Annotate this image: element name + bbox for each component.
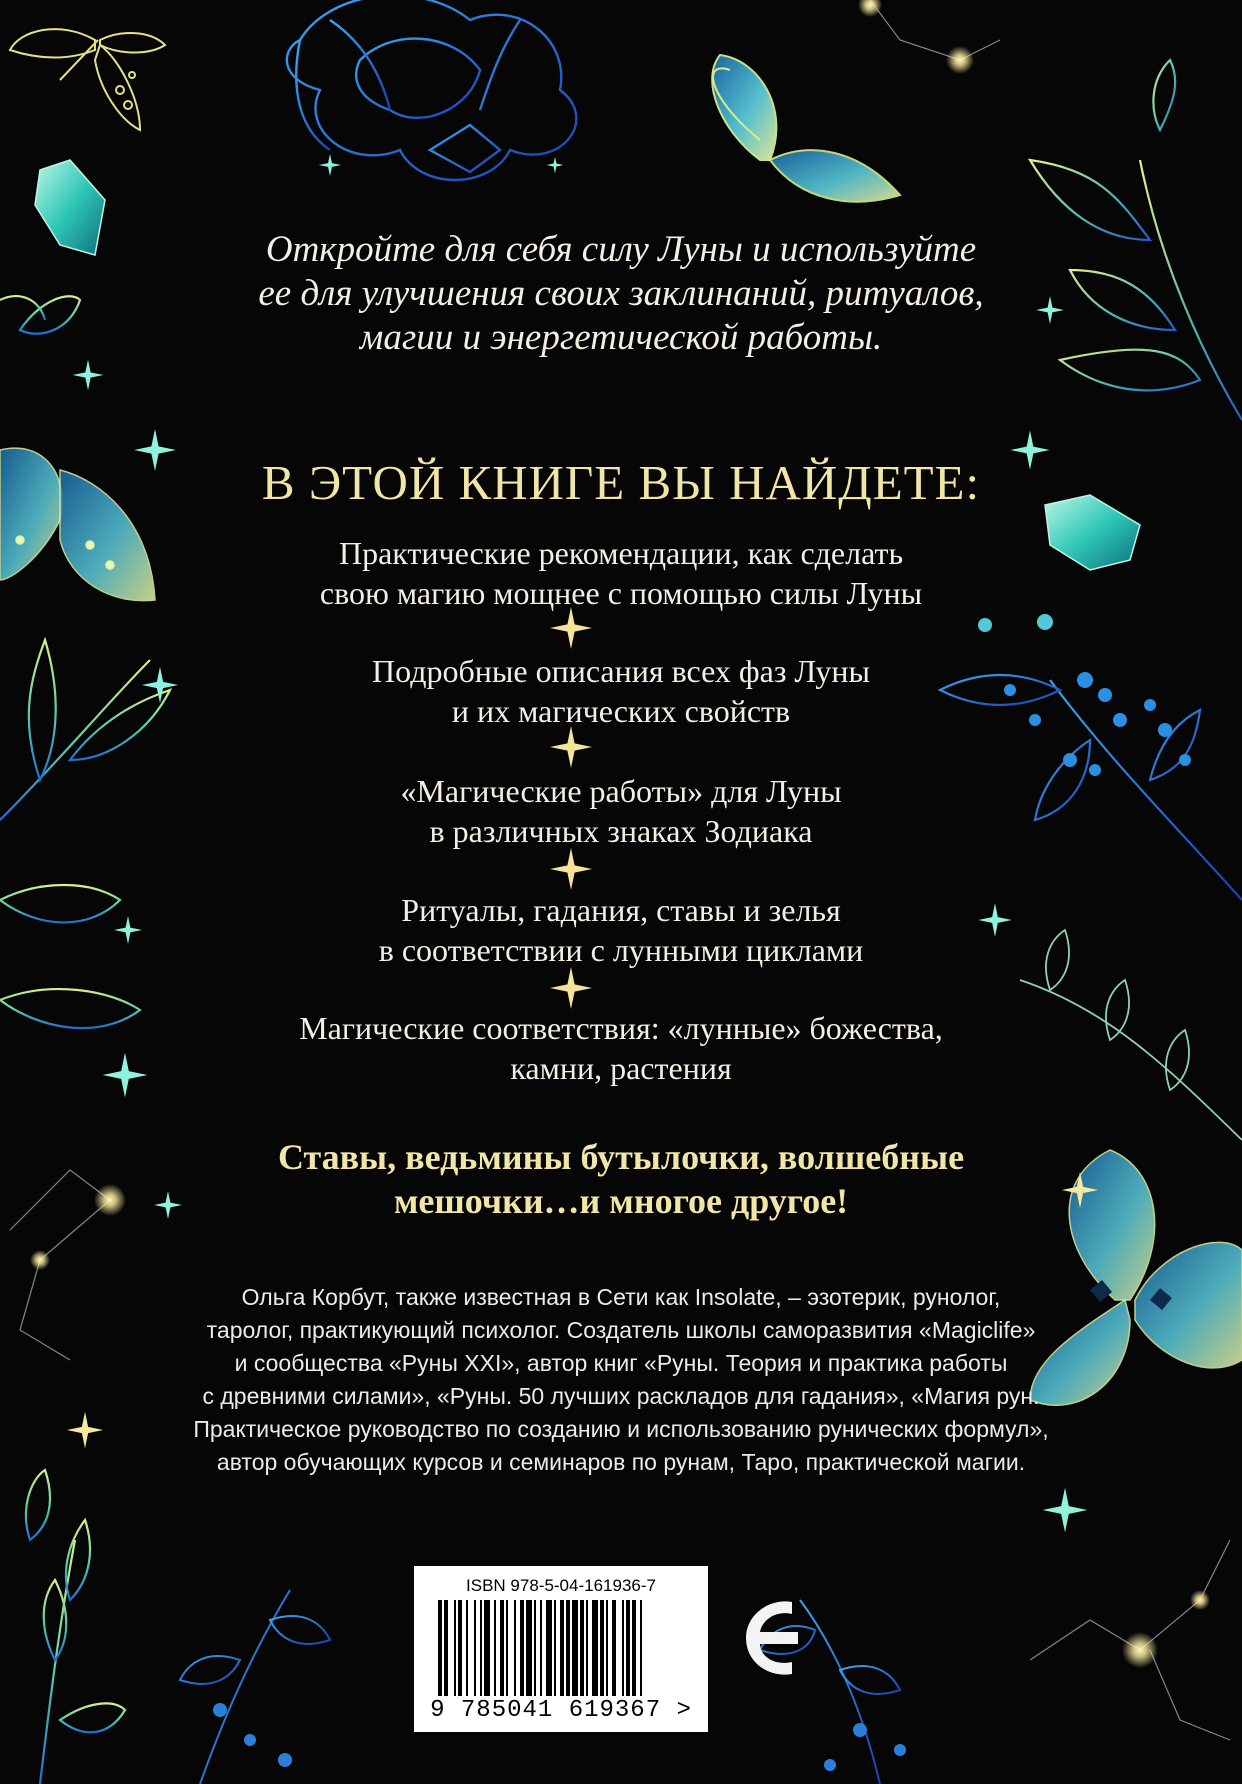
feature-line: Практические рекомендации, как сделать bbox=[338, 535, 904, 571]
barcode-bar bbox=[600, 1600, 604, 1696]
barcode-bar bbox=[438, 1600, 442, 1696]
feature-line: Магические соответствия: «лунные» божества, bbox=[299, 1010, 943, 1046]
barcode-bar bbox=[466, 1600, 468, 1696]
barcode-bar bbox=[640, 1600, 642, 1696]
barcode-bar bbox=[480, 1600, 482, 1696]
barcode-bar bbox=[606, 1600, 608, 1696]
flower-icon bbox=[287, 0, 576, 180]
barcode-bar bbox=[586, 1600, 588, 1696]
isbn-text: ISBN 978-5-04-161936-7 bbox=[466, 1576, 656, 1595]
barcode-bar bbox=[626, 1600, 630, 1696]
feature-item bbox=[0, 533, 1242, 613]
author-bio bbox=[0, 1281, 1242, 1479]
barcode-icon bbox=[438, 1600, 684, 1698]
feature-item bbox=[0, 651, 1242, 731]
barcode-bar bbox=[592, 1600, 598, 1696]
barcode-bar bbox=[484, 1600, 490, 1696]
bio-line: Ольга Корбут, также известная в Сети как Insolate, – эзотерик, рунолог, bbox=[241, 1284, 1001, 1310]
moth-icon bbox=[10, 29, 165, 130]
ean-digits: 9 785041 619367 > bbox=[430, 1697, 692, 1724]
tagline bbox=[0, 1135, 1242, 1223]
barcode-bar bbox=[546, 1600, 552, 1696]
feature-line: в соответствии с лунными циклами bbox=[378, 932, 864, 968]
intro-text bbox=[0, 228, 1242, 360]
feature-line: «Магические работы» для Луны bbox=[400, 773, 842, 809]
intro-line: магии и энергетической работы. bbox=[359, 317, 883, 358]
barcode-bar bbox=[500, 1600, 504, 1696]
feature-item bbox=[0, 1008, 1242, 1088]
barcode-bar bbox=[534, 1600, 536, 1696]
barcode-bar bbox=[444, 1600, 448, 1696]
barcode-bar bbox=[494, 1600, 496, 1696]
barcode-bar bbox=[454, 1600, 456, 1696]
foliage-bottom-left-icon bbox=[26, 1470, 125, 1784]
bio-line: с древними силами», «Руны. 50 лучших раскладов для гадания», «Магия рун. bbox=[202, 1383, 1040, 1409]
bio-line: таролог, практикующий психолог. Создатель школы саморазвития «Magiclife» bbox=[206, 1317, 1036, 1343]
intro-line: ее для улучшения своих заклинаний, ритуалов, bbox=[258, 273, 984, 314]
barcode-bar bbox=[474, 1600, 476, 1696]
eksmo-logo-icon bbox=[740, 1594, 804, 1682]
feature-line: Подробные описания всех фаз Луны bbox=[372, 653, 870, 689]
barcode-bar bbox=[458, 1600, 462, 1696]
barcode-bar bbox=[566, 1600, 570, 1696]
feature-line: свою магию мощнее с помощью силы Луны bbox=[319, 575, 923, 611]
barcode-bar bbox=[580, 1600, 584, 1696]
barcode-bar bbox=[506, 1600, 508, 1696]
barcode-bar bbox=[612, 1600, 616, 1696]
bio-line: Практическое руководство по созданию и использованию рунических формул», bbox=[193, 1416, 1049, 1442]
butterfly-icon bbox=[712, 55, 900, 202]
bio-line: автор обучающих курсов и семинаров по рунам, Таро, практической магии. bbox=[216, 1449, 1026, 1475]
bio-line: и сообщества «Руны XXI», автор книг «Руны. Теория и практика работы bbox=[234, 1350, 1008, 1376]
barcode-bar bbox=[526, 1600, 532, 1696]
barcode-bar bbox=[572, 1600, 578, 1696]
barcode-bar bbox=[514, 1600, 516, 1696]
feature-item bbox=[0, 771, 1242, 851]
tagline-line: мешочки…и многое другое! bbox=[393, 1181, 849, 1221]
barcode-bar bbox=[540, 1600, 542, 1696]
barcode-bar bbox=[632, 1600, 636, 1696]
feature-item bbox=[0, 890, 1242, 970]
barcode-bar bbox=[554, 1600, 556, 1696]
feature-line: в различных знаках Зодиака bbox=[429, 813, 813, 849]
barcode-panel bbox=[414, 1566, 708, 1732]
feature-line: и их магических свойств bbox=[451, 693, 791, 729]
intro-line: Откройте для себя силу Луны и используйте bbox=[265, 229, 977, 270]
feature-line: камни, растения bbox=[510, 1050, 732, 1086]
barcode-bar bbox=[622, 1600, 624, 1696]
section-heading: В ЭТОЙ КНИГЕ ВЫ НАЙДЕТЕ: bbox=[261, 455, 981, 510]
barcode-bar bbox=[520, 1600, 524, 1696]
tagline-line: Ставы, ведьмины бутылочки, волшебные bbox=[277, 1137, 965, 1177]
feature-line: Ритуалы, гадания, ставы и зелья bbox=[401, 892, 841, 928]
barcode-bar bbox=[560, 1600, 564, 1696]
